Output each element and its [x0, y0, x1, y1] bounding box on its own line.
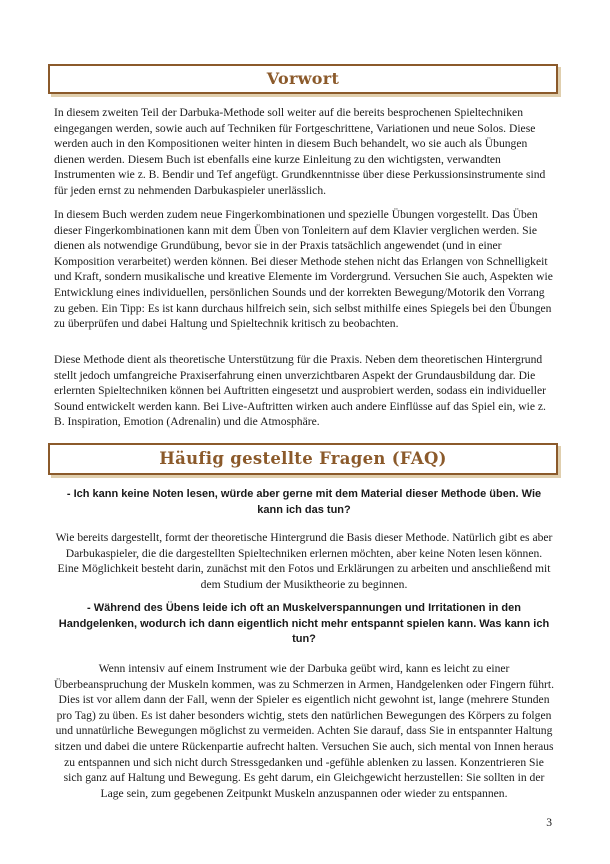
faq-title: Häufig gestellte Fragen (FAQ) — [159, 449, 447, 468]
vorwort-paragraph-2: In diesem Buch werden zudem neue Fingerkombinationen und spezielle Übungen vorgestellt. Das Üben dieser Fingerkombinationen kann mit dem Üben von Tonleitern auf dem Klavier verglichen werden. Sie dienen als notwendige Grundübung, bevor sie in der Praxis tatsächlich angewendet (und in einer Komposition verarbeitet) werden können. Bei dieser Methode stehen nicht das Erlangen von Schnelligkeit und Kraft, sondern musikalische und kreative Elemente im Vordergrund. Versuchen Sie auch, Aspekten wie Entwicklung eines individuellen, persönlichen Sounds und der korrekten Bewegung/Motorik den Vorrang zu geben. Ein Tipp: Es ist kann durchaus hilfreich sein, sich selbst mithilfe eines Spiegels bei den Übungen zu überprüfen und dabei Haltung und Spieltechnik kritisch zu beobachten. — [54, 208, 553, 331]
vorwort-heading — [48, 64, 558, 94]
vorwort-title: Vorwort — [266, 69, 340, 88]
page-number: 3 — [546, 816, 552, 829]
faq-question-2: - Während des Übens leide ich oft an Muskelverspannungen und Irritationen in den Handgelenken, wodurch ich dann eigentlich nicht mehr entspannt spielen kann. Was kann ich tun? — [58, 602, 550, 646]
faq-answer-1: Wie bereits dargestellt, formt der theoretische Hintergrund die Basis dieser Methode. Natürlich gibt es aber Darbukaspieler, die die dargestellten Spieltechniken erlernen möchten, aber keine Noten lesen können. Eine Möglichkeit besteht darin, zunächst mit den Fotos und Erklärungen zu arbeiten und anschließend mit dem Studium der Musiktheorie zu beginnen. — [55, 531, 553, 591]
faq-heading — [48, 443, 558, 475]
vorwort-paragraph-1: In diesem zweiten Teil der Darbuka-Methode soll weiter auf die bereits besprochenen Spieltechniken eingegangen werden, sowie auch auf Techniken für Fortgeschrittene, Variationen und neue Solos. Diese werden auch in den Kompositionen weiter hinten in diesem Buch behandelt, wo sie auch als Übungen dienen werden. Diesem Buch ist ebenfalls eine kurze Einleitung zu den wichtigsten, verwandten Instrumenten wie z. B. Bendir und Tef angefügt. Grundkenntnisse über diese Perkussionsinstrumente sind für jeden ernst zu nehmenden Darbukaspieler unerlässlich. — [54, 106, 546, 197]
faq-answer-2: Wenn intensiv auf einem Instrument wie der Darbuka geübt wird, kann es leicht zu einer Überbeanspruchung der Muskeln kommen, was zu Schmerzen in Armen, Handgelenken oder Fingern führt. Dies ist vor allem dann der Fall, wenn der Spieler es eigentlich nicht gewohnt ist, lange (mehrere Stunden pro Tag) zu üben. Es ist daher besonders wichtig, stets den natürlichen Bewegungen des Körpers zu folgen und unnatürliche Bewegungen möglichst zu vermeiden. Achten Sie darauf, dass Sie in entspannter Haltung sitzen und dabei die untere Rückenpartie aufrecht halten. Versuchen Sie auch, sich mental von Innen heraus zu entspannen und sich nicht durch Stressgedanken und -gefühle ablenken zu lassen. Konzentrieren Sie sich ganz auf Haltung und Bewegung. Es geht darum, ein Gleichgewicht herzustellen: Sie sollten in der Lage sein, zum gegebenen Zeitpunkt Muskeln anzuspannen oder wieder zu entspannen. — [54, 662, 555, 800]
vorwort-paragraph-3: Diese Methode dient als theoretische Unterstützung für die Praxis. Neben dem theoretischen Hintergrund stellt jedoch umfangreiche Praxiserfahrung einen unverzichtbaren Aspekt der Grundausbildung dar. Die erlernten Spieltechniken können bei Auftritten eingesetzt und ausprobiert werden, sodass ein individueller Sound entwickelt werden kann. Bei Live-Auftritten wirken auch andere Einflüsse auf das Spiel ein, wie z. B. Inspiration, Emotion (Adrenalin) und die Atmosphäre. — [54, 353, 546, 429]
faq-question-1: - Ich kann keine Noten lesen, würde aber gerne mit dem Material dieser Methode üben. Wie kann ich das tun? — [66, 488, 542, 516]
